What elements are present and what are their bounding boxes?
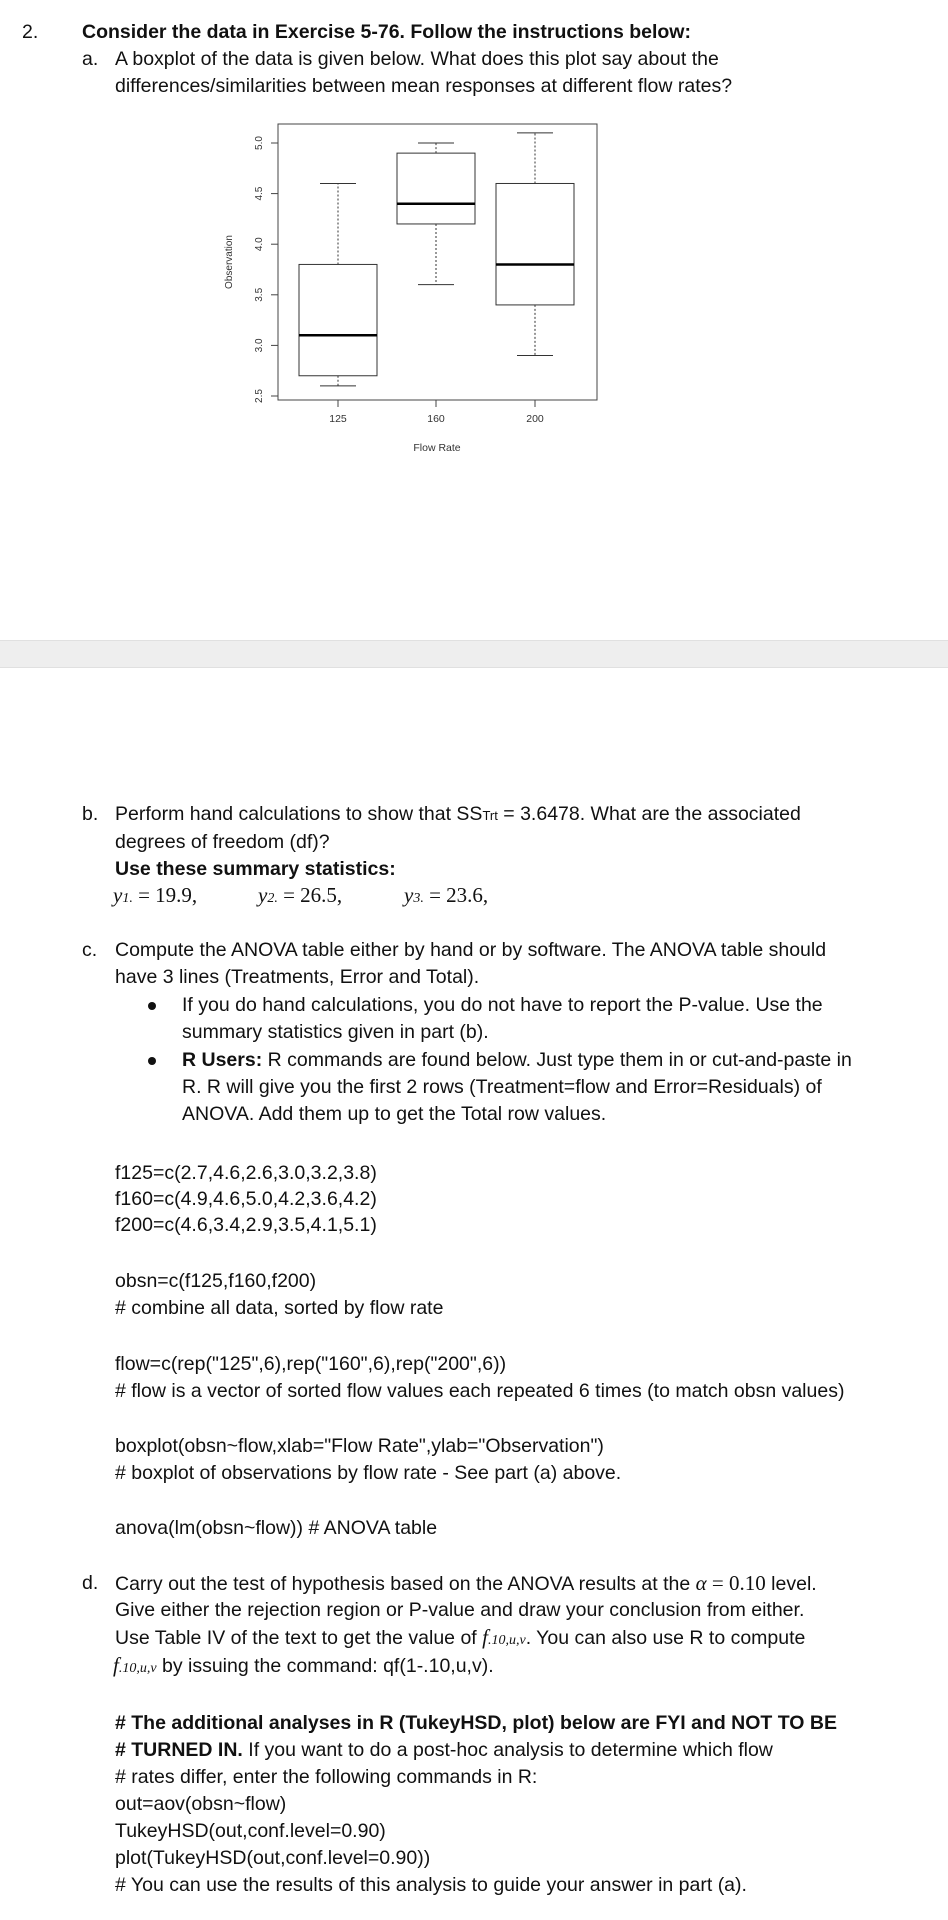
bullet-dot-1 (148, 1002, 156, 1010)
x-axis-label: Flow Rate (413, 442, 461, 454)
fyi-line2: # TURNED IN. If you want to do a post-hoc analysis to determine which flow (115, 1739, 773, 1761)
y-tick-label: 5.0 (254, 136, 265, 150)
bullet-dot-2 (148, 1057, 156, 1065)
part-d-label: d. (82, 1572, 99, 1594)
code-f160: f160=c(4.9,4.6,5.0,4.2,3.6,4.2) (115, 1188, 377, 1210)
summary-stat-2: y2. = 26.5, (258, 883, 343, 907)
code-obsn: obsn=c(f125,f160,f200) (115, 1270, 317, 1292)
fyi-cmd4: # You can use the results of this analysis to guide your answer in part (a). (115, 1874, 747, 1896)
part-c-label: c. (82, 939, 98, 961)
y-axis-label: Observation (224, 235, 235, 289)
part-d-line4: f.10,u,v by issuing the command: qf(1-.10,u,v). (113, 1653, 494, 1677)
bullet2-line3: ANOVA. Add them up to get the Total row values. (182, 1103, 607, 1125)
bullet2-line1: R Users: R commands are found below. Just type them in or cut-and-paste in (182, 1049, 852, 1071)
box-iqr (496, 183, 574, 304)
part-c-line2: have 3 lines (Treatments, Error and Total). (115, 966, 480, 988)
code-f125: f125=c(2.7,4.6,2.6,3.0,3.2,3.8) (115, 1162, 377, 1184)
y-tick-label: 4.0 (254, 237, 265, 252)
fyi-cmd1: out=aov(obsn~flow) (115, 1793, 287, 1815)
y-tick-label: 3.0 (254, 338, 265, 353)
part-b-line3: Use these summary statistics: (115, 858, 396, 880)
bullet1-line1: If you do hand calculations, you do not have to report the P-value. Use the (182, 994, 823, 1016)
code-obsn-comment: # combine all data, sorted by flow rate (115, 1297, 444, 1319)
part-c-line1: Compute the ANOVA table either by hand or by software. The ANOVA table should (115, 939, 827, 961)
code-f200: f200=c(4.6,3.4,2.9,3.5,4.1,5.1) (115, 1214, 377, 1236)
part-a-label: a. (82, 48, 99, 70)
question-number: 2. (22, 21, 39, 43)
summary-stat-1: y1. = 19.9, (113, 883, 198, 907)
fyi-cmd2: TukeyHSD(out,conf.level=0.90) (115, 1820, 386, 1842)
fyi-line3: # rates differ, enter the following commands in R: (115, 1766, 538, 1788)
summary-stat-3: y3. = 23.6, (404, 883, 489, 907)
code-flow: flow=c(rep("125",6),rep("160",6),rep("200",6)) (115, 1353, 507, 1375)
x-tick-label: 125 (329, 413, 347, 425)
part-b-line2: degrees of freedom (df)? (115, 831, 330, 853)
part-a-line1: A boxplot of the data is given below. What does this plot say about the (115, 48, 719, 70)
bullet1-line2: summary statistics given in part (b). (182, 1021, 489, 1043)
y-tick-label: 4.5 (254, 186, 265, 201)
fyi-line1: # The additional analyses in R (TukeyHSD, plot) below are FYI and NOT TO BE (115, 1712, 837, 1734)
bullet2-line2: R. R will give you the first 2 rows (Treatment=flow and Error=Residuals) of (182, 1076, 822, 1098)
code-anova: anova(lm(obsn~flow)) # ANOVA table (115, 1517, 438, 1539)
box-iqr (397, 153, 475, 224)
part-b-label: b. (82, 803, 99, 825)
part-d-line1: Carry out the test of hypothesis based on the ANOVA results at the α = 0.10 level. (115, 1571, 817, 1595)
question-title: Consider the data in Exercise 5-76. Follow the instructions below: (82, 21, 691, 43)
part-d-line3: Use Table IV of the text to get the value of f.10,u,v. You can also use R to compute (115, 1625, 806, 1649)
part-d-line2: Give either the rejection region or P-value and draw your conclusion from either. (115, 1599, 805, 1621)
code-flow-comment: # flow is a vector of sorted flow values each repeated 6 times (to match obsn values) (115, 1380, 845, 1402)
code-boxplot: boxplot(obsn~flow,xlab="Flow Rate",ylab="Observation") (115, 1435, 604, 1457)
page-separator (0, 640, 948, 668)
y-tick-label: 2.5 (254, 389, 265, 403)
code-boxplot-comment: # boxplot of observations by flow rate - See part (a) above. (115, 1462, 622, 1484)
y-tick-label: 3.5 (254, 287, 265, 302)
part-b-line1: Perform hand calculations to show that SSTrt = 3.6478. What are the associated (115, 803, 801, 825)
part-a-line2: differences/similarities between mean responses at different flow rates? (115, 75, 733, 97)
box-iqr (299, 264, 377, 375)
x-tick-label: 200 (526, 413, 544, 425)
boxplot-chart (0, 100, 948, 580)
fyi-cmd3: plot(TukeyHSD(out,conf.level=0.90)) (115, 1847, 431, 1869)
x-tick-label: 160 (427, 413, 445, 425)
